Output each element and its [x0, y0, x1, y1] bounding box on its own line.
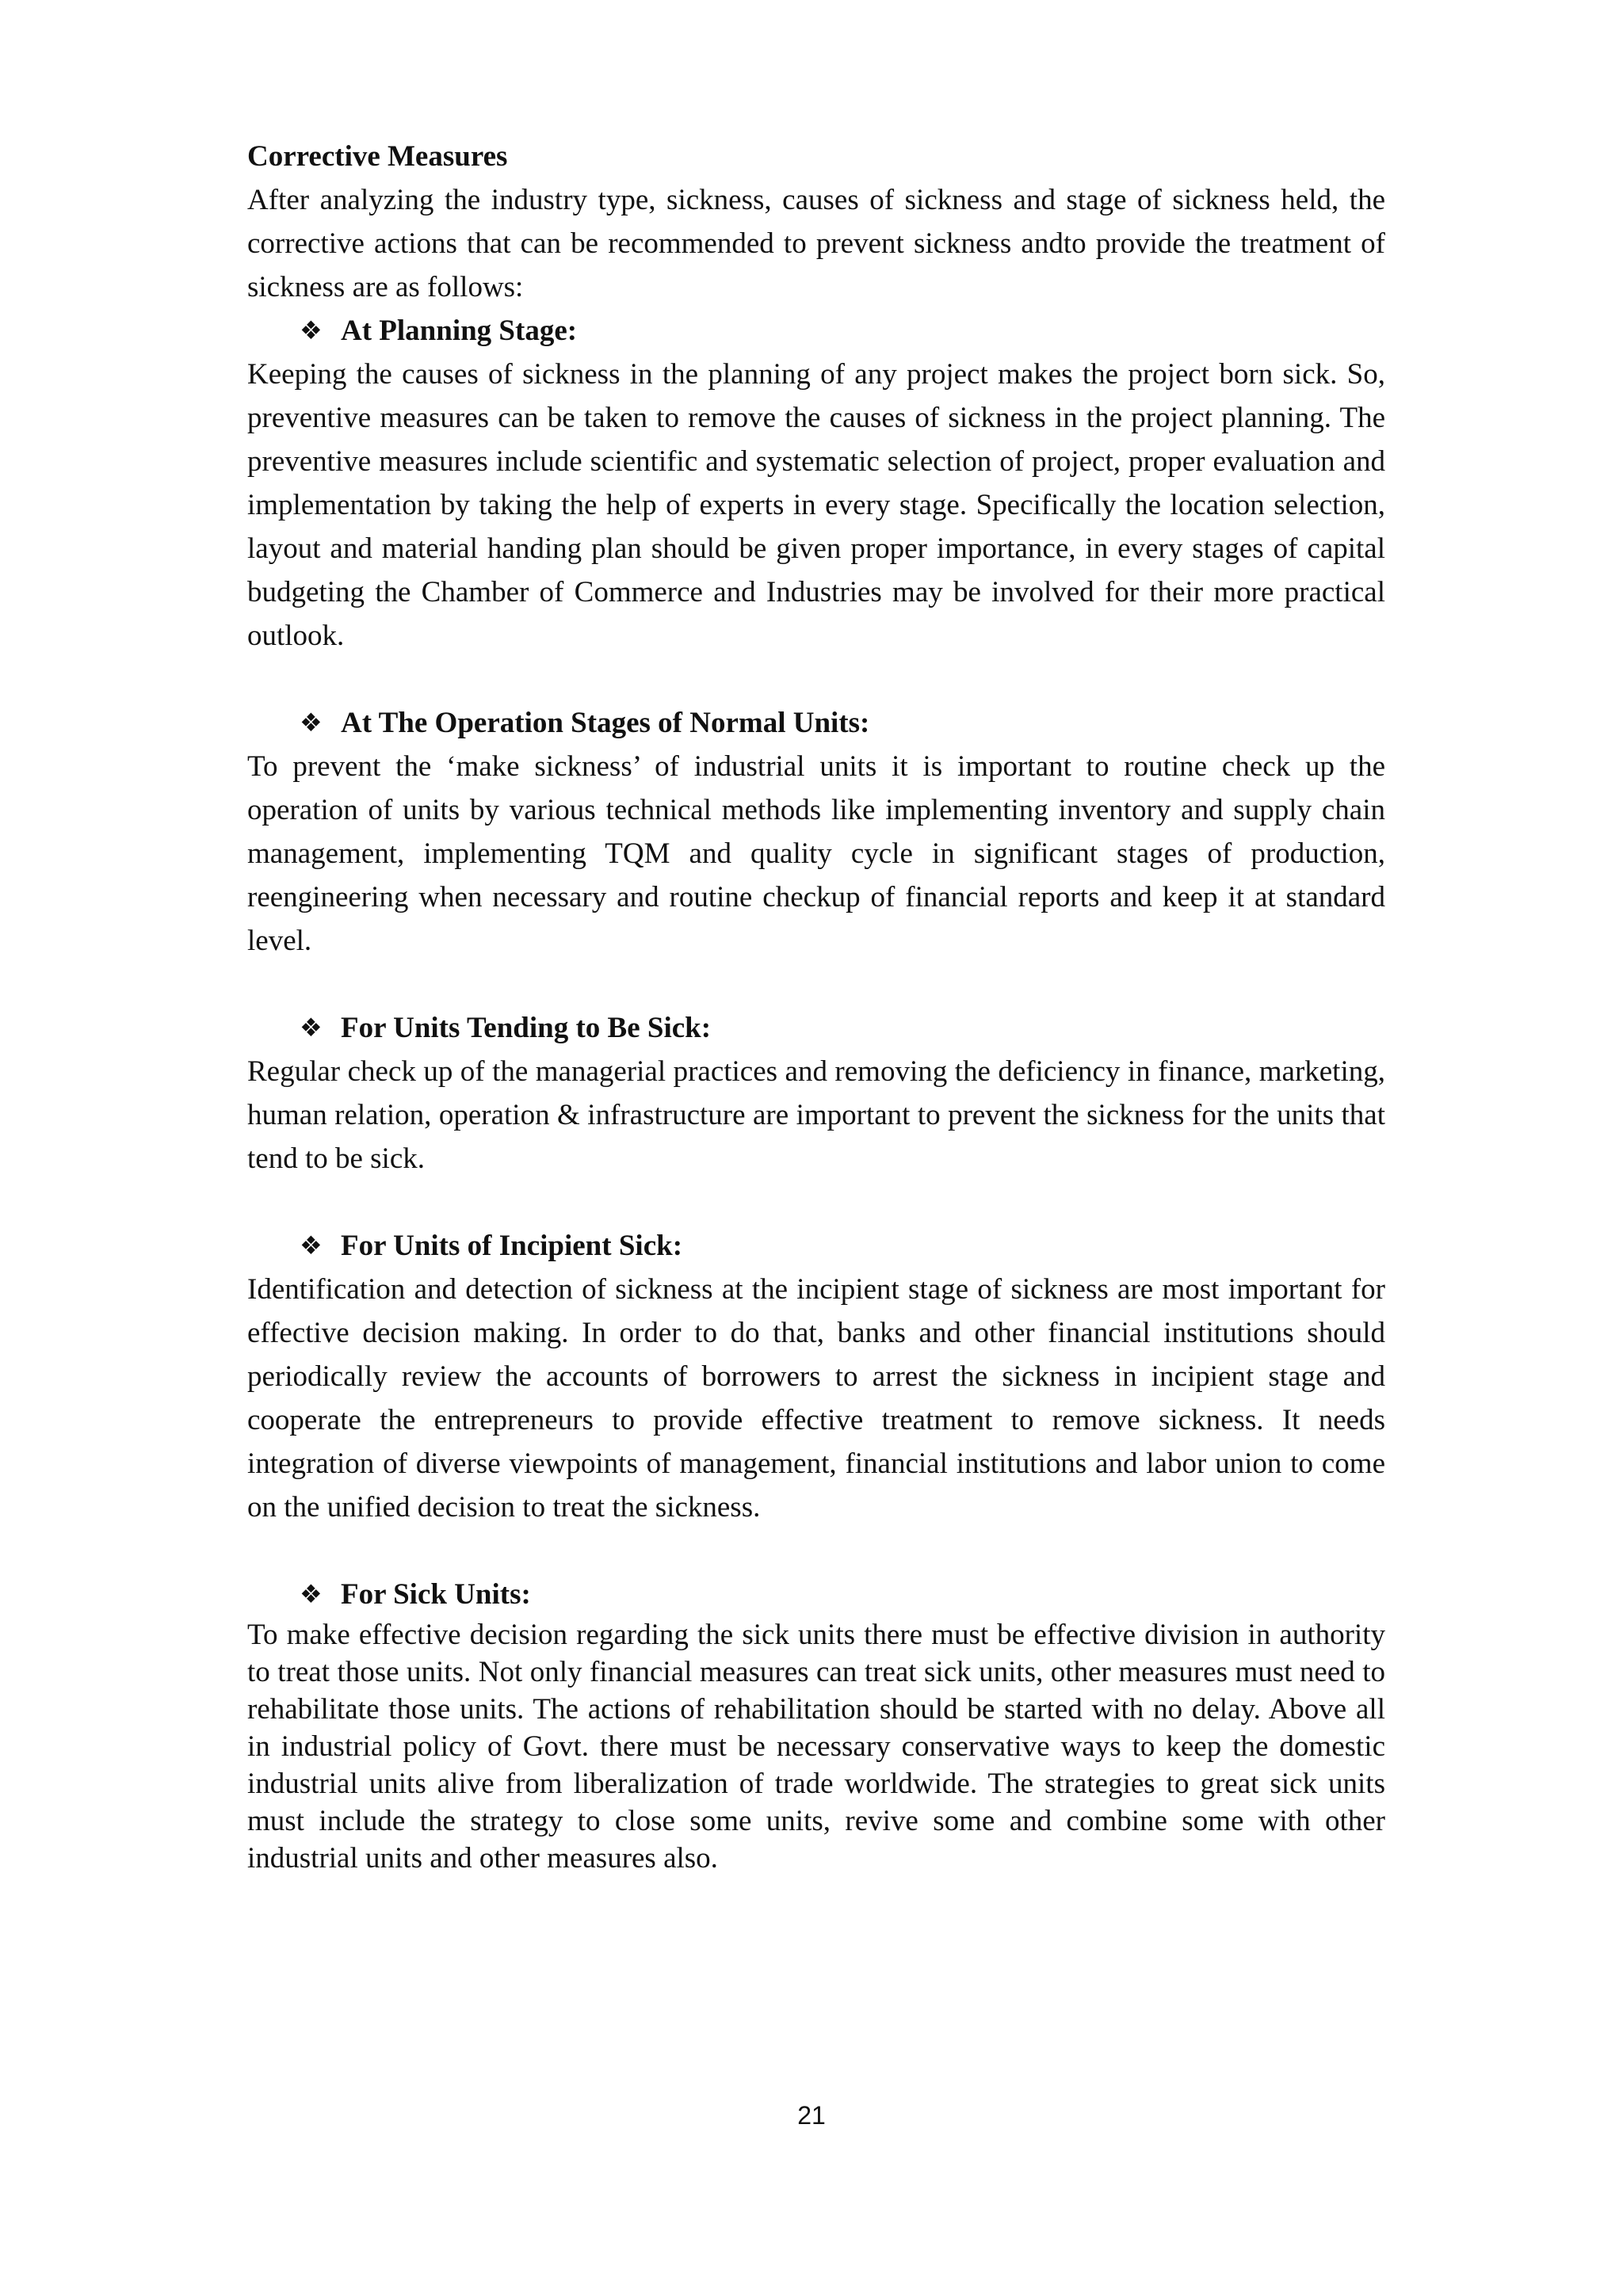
- diamond-bullet-icon: ❖: [300, 708, 323, 737]
- subheading-text: At Planning Stage:: [341, 315, 578, 347]
- subheading-incipient-sick: [247, 1224, 1385, 1268]
- diamond-bullet-icon: ❖: [300, 1231, 323, 1260]
- subheading-units-tending-sick: [247, 1006, 1385, 1050]
- subheading-text: For Sick Units:: [341, 1578, 531, 1611]
- spacer: [247, 658, 1385, 701]
- subheading-text: At The Operation Stages of Normal Units:: [341, 707, 870, 739]
- intro-paragraph: After analyzing the industry type, sickness, causes of sickness and stage of sickness held, the corrective actions that can be recommended to prevent sickness andto provide the treatment of sickness are as follows:: [247, 184, 1385, 303]
- subheading-text: For Units of Incipient Sick:: [341, 1230, 683, 1262]
- spacer: [247, 963, 1385, 1006]
- diamond-bullet-icon: ❖: [300, 1580, 323, 1608]
- page-number: 21: [797, 2101, 826, 2130]
- operation-stages-paragraph: To prevent the ‘make sickness’ of industrial units it is important to routine check up the operation of units by various technical methods like implementing inventory and supply chain management, implementing TQM and quality cycle in significant stages of production, reengineering when necessary and routine checkup of financial reports and keep it at standard level.: [247, 750, 1385, 957]
- incipient-sick-paragraph: Identification and detection of sickness at the incipient stage of sickness are most important for effective decision making. In order to do that, banks and other financial institutions should periodically review the accounts of borrowers to arrest the sickness in incipient stage and cooperate the entrepreneurs to provide effective treatment to remove sickness. It needs integration of diverse viewpoints of management, financial institutions and labor union to come on the unified decision to treat the sickness.: [247, 1273, 1385, 1524]
- subheading-text: For Units Tending to Be Sick:: [341, 1012, 712, 1044]
- spacer: [247, 1180, 1385, 1224]
- document-page: [247, 135, 1385, 1877]
- units-tending-sick-paragraph: Regular check up of the managerial practices and removing the deficiency in finance, marketing, human relation, operation & infrastructure are important to prevent the sickness for the units that tend to be sick.: [247, 1055, 1385, 1175]
- subheading-operation-stages: [247, 701, 1385, 745]
- diamond-bullet-icon: ❖: [300, 316, 323, 345]
- planning-stage-paragraph: Keeping the causes of sickness in the planning of any project makes the project born sick. So, preventive measures can be taken to remove the causes of sickness in the project planning. The preventive measures include scientific and systematic selection of project, proper evaluation and implementation by taking the help of experts in every stage. Specifically the location selection, layout and material handing plan should be given proper importance, in every stages of capital budgeting the Chamber of Commerce and Industries may be involved for their more practical outlook.: [247, 358, 1385, 652]
- diamond-bullet-icon: ❖: [300, 1013, 323, 1042]
- spacer: [247, 1529, 1385, 1573]
- sick-units-paragraph: To make effective decision regarding the sick units there must be effective division in authority to treat those units. Not only financial measures can treat sick units, other measures must need to rehabilitate those units. The actions of rehabilitation should be started with no delay. Above all in industrial policy of Govt. there must be necessary conservative ways to keep the domestic industrial units alive from liberalization of trade worldwide. The strategies to great sick units must include the strategy to close some units, revive some and combine some with other industrial units and other measures also.: [247, 1619, 1385, 1875]
- subheading-planning-stage: [247, 309, 1385, 353]
- subheading-sick-units: [247, 1573, 1385, 1616]
- section-title: Corrective Measures: [247, 140, 508, 173]
